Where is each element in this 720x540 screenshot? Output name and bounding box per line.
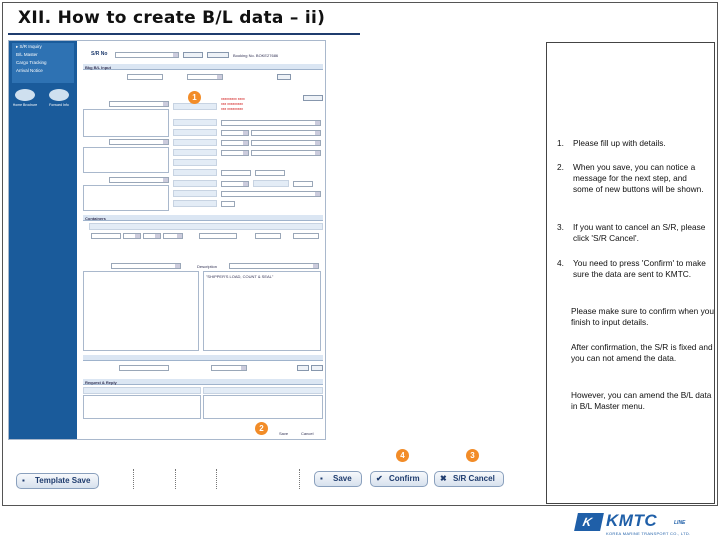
gross-weight2-label: [253, 180, 289, 187]
marks-select[interactable]: [111, 263, 181, 269]
amend-paragraph: However, you can amend the B/L data in B/L Master menu.: [571, 390, 712, 411]
port-loading-select[interactable]: [221, 130, 249, 136]
brochure-icon[interactable]: [15, 89, 35, 101]
sr-input-screen: [8, 40, 326, 440]
reply-textarea[interactable]: [203, 395, 323, 419]
place-delivery-name[interactable]: [251, 150, 321, 156]
issue-date-field[interactable]: [255, 170, 285, 176]
slide-title: XII. How to create B/L data – ii): [18, 8, 326, 28]
note-2-number: 2.: [557, 162, 564, 172]
shipper-textarea[interactable]: [83, 109, 169, 137]
vessel-label: [173, 103, 217, 110]
apply-button[interactable]: [277, 74, 291, 80]
kmtc-logo-sub: KOREA MARINE TRANSPORT CO., LTD.: [606, 531, 691, 536]
upload-button[interactable]: [311, 365, 323, 371]
sr-no-select[interactable]: [115, 52, 179, 58]
final-destination-label: [173, 159, 217, 166]
confirm-label: Confirm: [389, 474, 420, 483]
request-column-header: [83, 387, 201, 394]
instructions-panel: [546, 42, 715, 504]
divider-dots-2: [175, 469, 177, 489]
container-pkg-field[interactable]: [199, 233, 237, 239]
title-underline: [8, 33, 360, 35]
note-3: [557, 222, 709, 244]
save-button[interactable]: [314, 471, 362, 487]
divider-dots-3: [216, 469, 218, 489]
agent-select[interactable]: [211, 365, 247, 371]
sr-cancel-label: S/R Cancel: [453, 474, 495, 483]
save-disk-icon: ▪: [22, 476, 25, 485]
measure-label: [173, 200, 217, 207]
place-delivery-select[interactable]: [221, 150, 249, 156]
container-weight-field[interactable]: [255, 233, 281, 239]
booking-no-label: Booking No. BOKE27686: [233, 53, 279, 58]
measure-value-field[interactable]: [221, 201, 235, 207]
container-measure-field[interactable]: [293, 233, 319, 239]
description-textarea[interactable]: [203, 271, 321, 351]
note-2: [557, 162, 709, 195]
note-4-number: 4.: [557, 258, 564, 268]
filter-button[interactable]: [297, 365, 309, 371]
load-button[interactable]: [207, 52, 229, 58]
container-no-field[interactable]: [91, 233, 121, 239]
forward-icon[interactable]: [49, 89, 69, 101]
measure-field[interactable]: [293, 181, 313, 187]
gross-weight-label: [173, 180, 217, 187]
description-label: Description: [197, 264, 218, 269]
save-label: Save: [333, 474, 352, 483]
marks-text: "SHIPPER'S LOAD, COUNT & SEAL": [206, 274, 274, 279]
reply-column-header: [203, 387, 323, 394]
forward-label: Forward Info: [49, 103, 69, 107]
sr-no-label: S/R No: [91, 51, 108, 57]
port-loading-label: [173, 129, 217, 136]
info-red-line-3: xxx xxxxxxxxx: [221, 107, 243, 111]
note-3-text: If you want to cancel an S/R, please click 'S/R Cancel'.: [573, 222, 706, 243]
port-discharge-name[interactable]: [251, 140, 321, 146]
port-loading-name[interactable]: [251, 130, 321, 136]
description-select[interactable]: [229, 263, 319, 269]
marker-1: 1: [188, 91, 201, 104]
marks-textarea[interactable]: [83, 271, 199, 351]
mini-cancel-button[interactable]: Cancel: [301, 431, 314, 436]
save-disk-icon: ▪: [320, 474, 323, 483]
gross-weight-field[interactable]: [221, 181, 249, 187]
note-4: [557, 258, 709, 280]
marker-3: 3: [466, 449, 479, 462]
kmtc-logo-line: LINE: [674, 520, 686, 526]
kmtc-logo: [576, 511, 696, 537]
divider-dots-1: [133, 469, 135, 489]
containers-header: [83, 215, 323, 221]
request-reply-title: Request & Reply: [85, 380, 117, 385]
left-sidebar: [9, 41, 77, 439]
bl-input-title: Bkg B/L Input: [85, 65, 111, 70]
form-area: [79, 43, 325, 438]
bl-input-button[interactable]: [183, 52, 203, 58]
nav-item-cargo-tracking[interactable]: Cargo Tracking: [16, 60, 47, 65]
existing-bl-field[interactable]: [127, 74, 163, 80]
sr-cancel-button[interactable]: [434, 471, 504, 487]
template-save-label: Template Save: [35, 476, 91, 485]
containers-table-header: [89, 223, 323, 230]
note-1-text: Please fill up with details.: [573, 138, 666, 148]
onboard-date-field[interactable]: [221, 170, 251, 176]
sidebar-nav: [12, 43, 74, 83]
note-1: [557, 138, 709, 149]
container-size-select[interactable]: [123, 233, 141, 239]
marker-4: 4: [396, 449, 409, 462]
containers-title: Containers: [85, 216, 106, 221]
port-discharge-label: [173, 139, 217, 146]
container-seal-select[interactable]: [163, 233, 183, 239]
kmtc-logo-mark: K: [574, 513, 604, 531]
mini-save-button[interactable]: Save: [279, 431, 289, 436]
info-red-line-1: xxxxxxxxx xxxx: [221, 97, 245, 101]
container-type-select[interactable]: [143, 233, 161, 239]
remarks-bar: [83, 355, 323, 361]
port-discharge-select[interactable]: [221, 140, 249, 146]
notify-textarea[interactable]: [83, 185, 169, 211]
confirm-check-icon: ✔: [376, 474, 383, 483]
brochure-label: Home Brochure: [12, 103, 38, 107]
nav-item-arrival-notice[interactable]: Arrival Notice: [16, 68, 43, 73]
info-red-line-2: xxx xxxxxxxxx: [221, 102, 243, 106]
template-save-button[interactable]: [16, 473, 99, 489]
commodity-field[interactable]: [119, 365, 169, 371]
nav-item-sr-inquiry[interactable]: ▸ S/R Inquiry: [16, 44, 42, 49]
place-delivery-label: [173, 149, 217, 156]
confirm-paragraph: Please make sure to confirm when you finish to input details.: [571, 306, 714, 327]
note-1-number: 1.: [557, 138, 564, 148]
divider-dots-4: [299, 469, 301, 489]
request-textarea[interactable]: [83, 395, 201, 419]
consignee-textarea[interactable]: [83, 147, 169, 173]
shipper-select[interactable]: [109, 101, 169, 107]
multiple-button[interactable]: [303, 95, 323, 101]
confirm-button[interactable]: [370, 471, 428, 487]
onboard-date-label: [173, 169, 217, 176]
template-select[interactable]: [187, 74, 223, 80]
package-label: [173, 190, 217, 197]
note-2-text: When you save, you can notice a message for the next step, and some of new buttons will be shown.: [573, 162, 704, 194]
package-select[interactable]: [221, 191, 321, 197]
note-3-number: 3.: [557, 222, 564, 232]
bl-input-header: [83, 64, 323, 70]
after-confirm-paragraph: After confirmation, the S/R is fixed and you can not amend the data.: [571, 342, 713, 363]
kmtc-logo-word: KMTC: [606, 511, 658, 530]
notify-select[interactable]: [109, 177, 169, 183]
consignee-select[interactable]: [109, 139, 169, 145]
precarriage-label: [173, 119, 217, 126]
nav-item-bl-master[interactable]: B/L Master: [16, 52, 38, 57]
request-reply-header: [83, 379, 323, 385]
marker-2: 2: [255, 422, 268, 435]
cancel-icon: ✖: [440, 474, 447, 483]
note-4-text: You need to press 'Confirm' to make sure the data are sent to KMTC.: [573, 258, 706, 279]
precarriage-select[interactable]: [221, 120, 321, 126]
